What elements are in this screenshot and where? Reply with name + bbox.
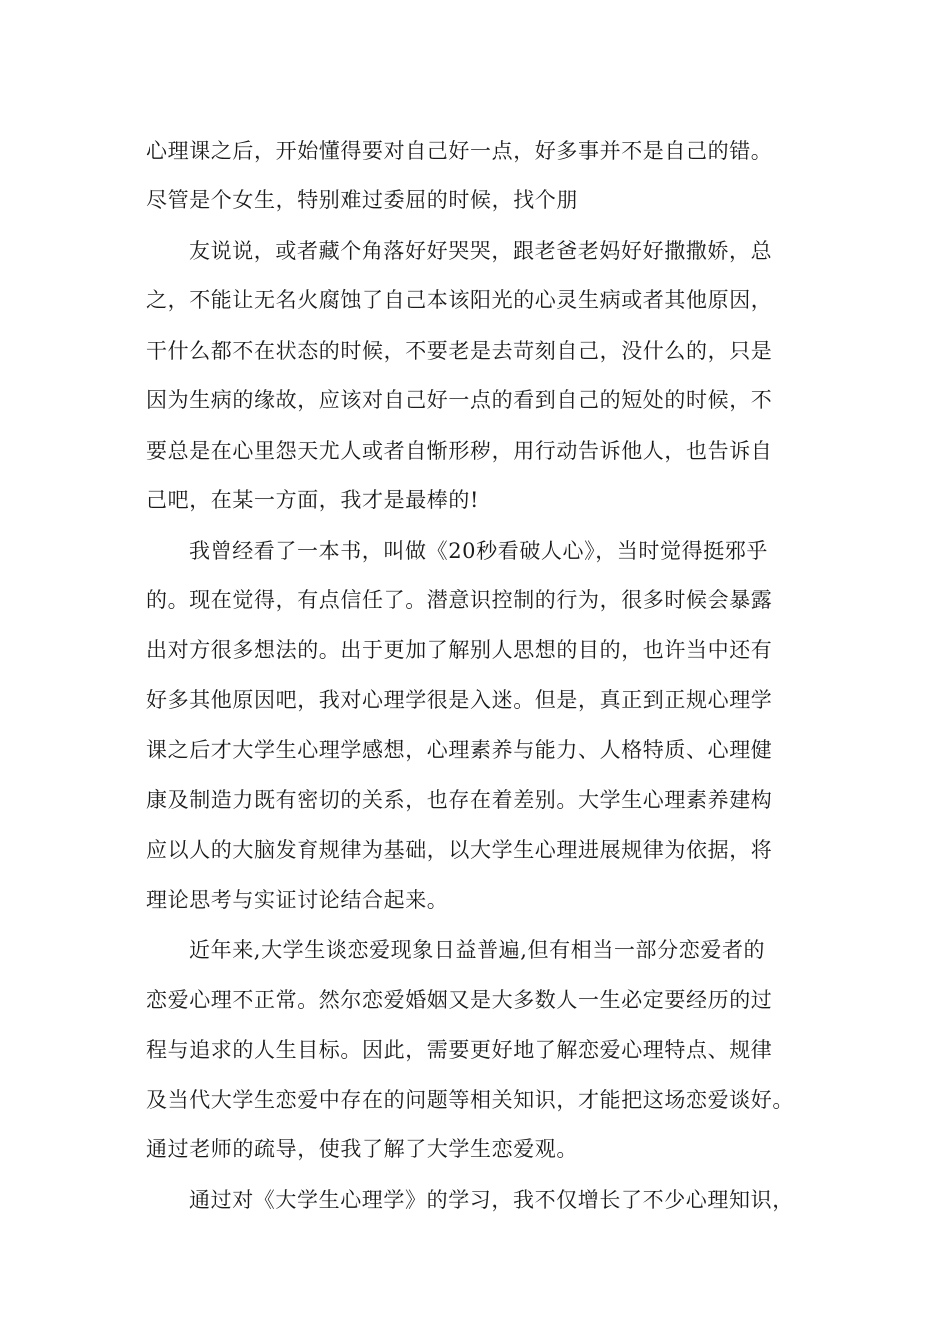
text-line: 好多其他原因吧，我对心理学很是入迷。但是，真正到正规心理学 bbox=[146, 688, 773, 712]
text-line: 及当代大学生恋爱中存在的问题等相关知识，才能把这场恋爱谈好。 bbox=[146, 1088, 794, 1112]
text-line: 心理课之后，开始懂得要对自己好一点，好多事并不是自己的错。 bbox=[146, 139, 773, 163]
text-line: 因为生病的缘故，应该对自己好一点的看到自己的短处的时候，不 bbox=[146, 388, 773, 412]
text-line: 尽管是个女生，特别难过委屈的时候，找个朋 bbox=[146, 188, 578, 212]
text-line: 要总是在心里怨天尤人或者自惭形秽，用行动告诉他人，也告诉自 bbox=[146, 439, 773, 463]
text-line: 干什么都不在状态的时候，不要老是去苛刻自己，没什么的，只是 bbox=[146, 339, 773, 363]
text-line: 康及制造力既有密切的关系，也存在着差别。大学生心理素养建构 bbox=[146, 788, 773, 812]
text-line: 通过对《大学生心理学》的学习，我不仅增长了不少心理知识， bbox=[189, 1188, 794, 1212]
text-line: 的。现在觉得，有点信任了。潜意识控制的行为，很多时候会暴露 bbox=[146, 588, 773, 612]
text-line: 程与追求的人生目标。因此，需要更好地了解恋爱心理特点、规律 bbox=[146, 1038, 773, 1062]
text-line: 己吧，在某一方面，我才是最棒的! bbox=[146, 488, 480, 512]
text-line: 课之后才大学生心理学感想，心理素养与能力、人格特质、心理健 bbox=[146, 738, 773, 762]
text-line: 应以人的大脑发育规律为基础，以大学生心理进展规律为依据，将 bbox=[146, 838, 773, 862]
text-line: 我曾经看了一本书，叫做《20秒看破人心》，当时觉得挺邪乎 bbox=[189, 539, 769, 563]
text-line: 之，不能让无名火腐蚀了自己本该阳光的心灵生病或者其他原因， bbox=[146, 288, 773, 312]
text-line: 近年来,大学生谈恋爱现象日益普遍,但有相当一部分恋爱者的 bbox=[189, 938, 766, 962]
text-line: 通过老师的疏导，使我了解了大学生恋爱观。 bbox=[146, 1137, 578, 1161]
text-line: 恋爱心理不正常。然尔恋爱婚姻又是大多数人一生必定要经历的过 bbox=[146, 988, 773, 1012]
text-line: 理论思考与实证讨论结合起来。 bbox=[146, 888, 449, 912]
text-line: 友说说，或者藏个角落好好哭哭，跟老爸老妈好好撒撒娇，总 bbox=[189, 239, 773, 263]
text-line: 出对方很多想法的。出于更加了解别人思想的目的，也许当中还有 bbox=[146, 638, 773, 662]
